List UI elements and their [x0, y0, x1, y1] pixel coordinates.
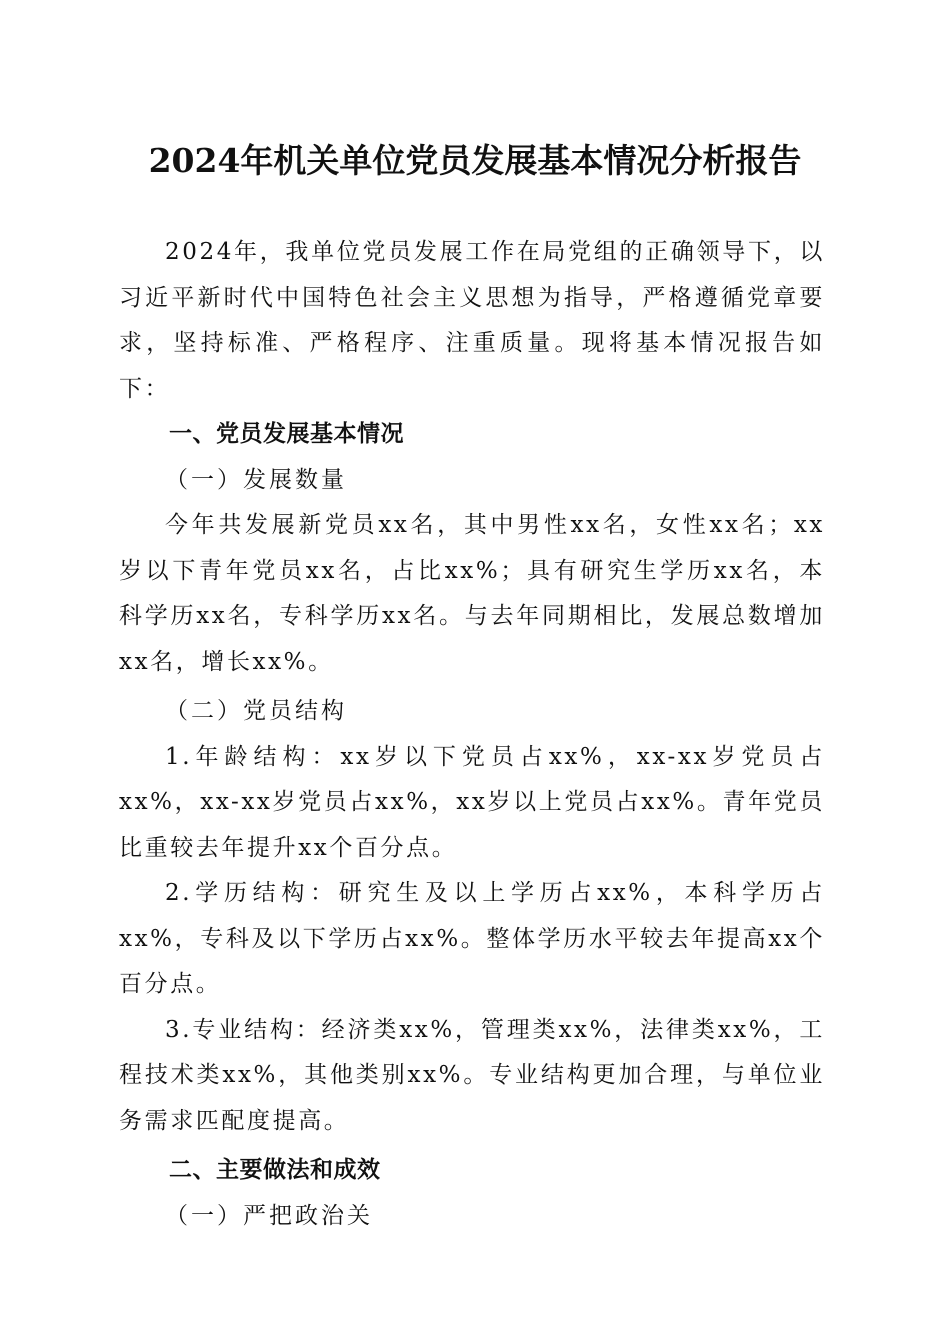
- paragraph-age-structure: 1.年龄结构：xx岁以下党员占xx%，xx-xx岁党员占xx%，xx-xx岁党员占xx%，xx岁以上党员占xx%。青年党员比重较去年提升xx个百分点。: [119, 743, 825, 861]
- section-heading-1: 一、党员发展基本情况: [169, 421, 404, 447]
- subsection-heading-1-1: （一）发展数量: [165, 466, 347, 493]
- paragraph-development-count: 今年共发展新党员xx名，其中男性xx名，女性xx名；xx岁以下青年党员xx名，占比xx%；具有研究生学历xx名，本科学历xx名，专科学历xx名。与去年同期相比，发展总数增加xx名，增长xx%。: [119, 512, 825, 675]
- section-heading-2: 二、主要做法和成效: [169, 1157, 381, 1183]
- paragraph-education-structure: 2.学历结构：研究生及以上学历占xx%，本科学历占xx%，专科及以下学历占xx%。整体学历水平较去年提高xx个百分点。: [119, 880, 825, 997]
- subsection-heading-2-1: （一）严把政治关: [165, 1202, 373, 1229]
- document-title: 2024年机关单位党员发展基本情况分析报告: [148, 141, 802, 180]
- intro-paragraph: 2024年，我单位党员发展工作在局党组的正确领导下，以习近平新时代中国特色社会主义思想为指导，严格遵循党章要求，坚持标准、严格程序、注重质量。现将基本情况报告如下：: [119, 239, 825, 402]
- subsection-heading-1-2: （二）党员结构: [165, 698, 347, 724]
- paragraph-major-structure: 3.专业结构：经济类xx%，管理类xx%，法律类xx%，工程技术类xx%，其他类别xx%。专业结构更加合理，与单位业务需求匹配度提高。: [119, 1016, 825, 1134]
- document-body: [119, 230, 825, 1239]
